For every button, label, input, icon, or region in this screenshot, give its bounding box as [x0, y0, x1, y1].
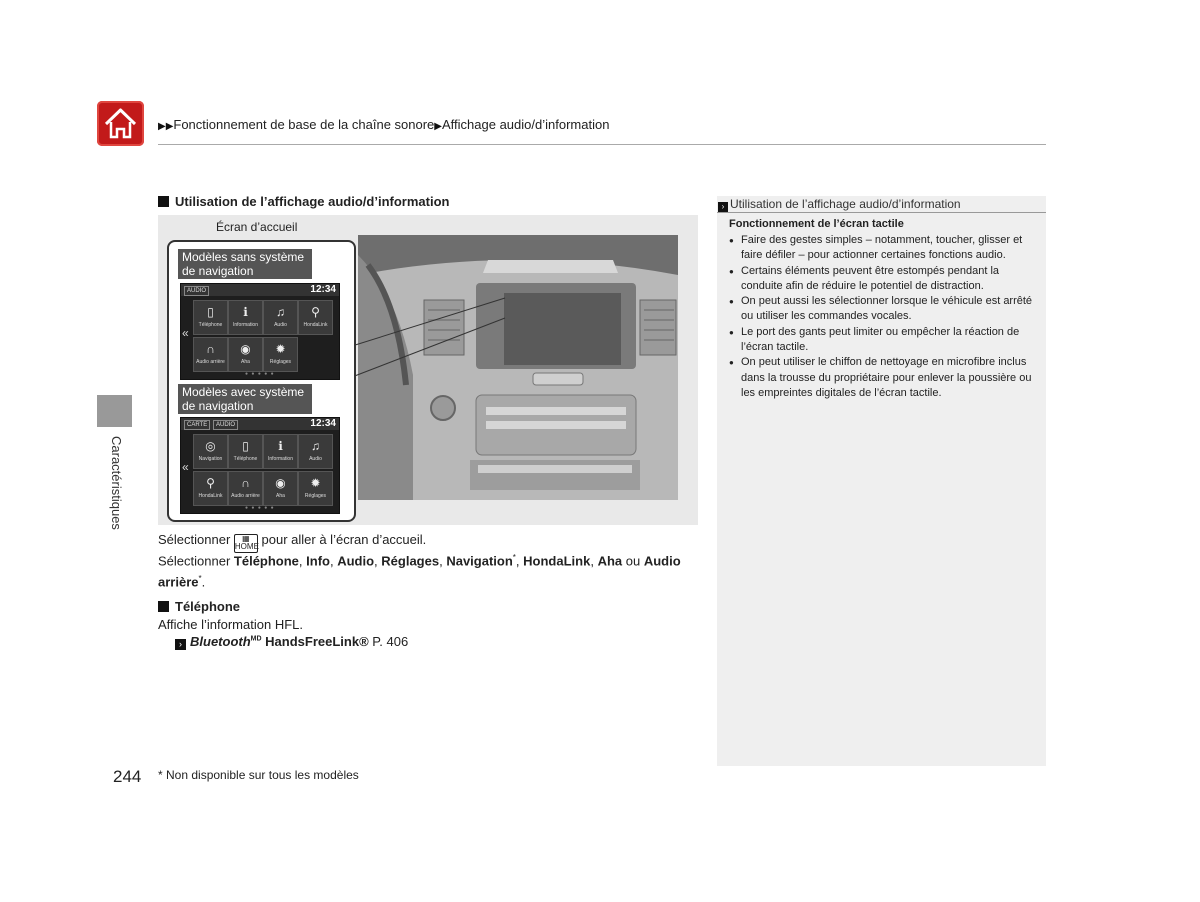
sidebar-bullet: ● On peut utiliser le chiffon de nettoyage en microfibre inclus dans la trousse du propriétaire pour enlever la poussière ou les empreintes digitales de l’écran tactile.	[729, 355, 1034, 401]
xref-page: P. 406	[372, 634, 409, 649]
tile-audio[interactable]	[298, 434, 333, 469]
sidebar-bullet: ● On peut aussi les sélectionner lorsque le véhicule est arrêté ou utiliser les commandes vocales.	[729, 294, 1034, 325]
reference-arrow-icon: ›	[175, 639, 186, 650]
breadcrumb-arrow-icon: ▶	[434, 121, 442, 132]
tile-rear-audio[interactable]	[193, 337, 228, 372]
page-number: 244	[113, 767, 142, 786]
tile-audio[interactable]	[263, 300, 298, 335]
screen-status-bar	[181, 284, 339, 296]
footnote: * Non disponible sur tous les modèles	[158, 768, 359, 782]
tile-label: Téléphone	[233, 456, 258, 462]
item-navigation: Navigation	[446, 553, 513, 569]
sidebar-subheading: Fonctionnement de l’écran tactile	[729, 218, 904, 230]
tile-label: Téléphone	[198, 322, 223, 328]
xref-sup: MD	[250, 635, 262, 643]
asterisk: *	[512, 553, 516, 562]
breadcrumb-item[interactable]: Fonctionnement de base de la chaîne sonore	[173, 117, 435, 132]
home-key-label: HOME	[234, 542, 259, 551]
info-icon: ℹ	[278, 439, 283, 453]
headphones-icon: ∩	[206, 342, 215, 356]
tile-label: Audio arrière	[231, 493, 260, 499]
music-note-icon: ♫	[311, 439, 320, 453]
clock: 12:34	[310, 418, 336, 429]
tile-rear-audio[interactable]	[228, 471, 263, 506]
sidebar-bullets	[729, 233, 1034, 401]
music-note-icon: ♫	[276, 305, 285, 319]
tile-navigation[interactable]	[193, 434, 228, 469]
instruction-text: Sélectionner	[158, 532, 231, 547]
tile-aha[interactable]	[228, 337, 263, 372]
item-info: Info	[306, 553, 330, 569]
audio-chip[interactable]: AUDIO	[184, 286, 209, 296]
sidebar-bullet: ● Le port des gants peut limiter ou empêcher la réaction de l’écran tactile.	[729, 325, 1034, 356]
gear-icon: ✹	[275, 342, 286, 356]
phone-icon: ▯	[207, 305, 214, 319]
tile-telephone[interactable]	[228, 434, 263, 469]
chapter-label-text: Caractéristiques	[109, 436, 124, 530]
subsection-heading-text: Téléphone	[175, 599, 241, 614]
tile-settings[interactable]	[263, 337, 298, 372]
tile-label: Audio	[309, 456, 322, 462]
xref-bold: HandsFreeLink®	[265, 634, 369, 649]
model-label-nav: Modèles avec système de navigation	[178, 384, 312, 414]
screen-status-bar	[181, 418, 339, 430]
connector-text: ou	[625, 553, 641, 569]
headphones-icon: ∩	[241, 476, 250, 490]
tile-settings[interactable]	[298, 471, 333, 506]
audio-chip[interactable]: AUDIO	[213, 420, 238, 430]
tile-label: Navigation	[198, 456, 223, 462]
home-screen-no-nav	[180, 283, 340, 380]
page-dots: ● ● ● ● ●	[245, 371, 275, 377]
gear-icon: ✹	[310, 476, 321, 490]
tile-hondalink[interactable]	[193, 471, 228, 506]
hondalink-icon: ⚲	[311, 305, 320, 319]
sidebar-bullet: ● Faire des gestes simples – notamment, toucher, glisser et faire défiler – pour actionner certaines fonctions audio.	[729, 233, 1034, 264]
aha-icon: ◉	[240, 342, 251, 356]
sidebar-bullet: ● Certains éléments peuvent être estompés pendant la conduite afin de réduire le potentiel de distraction.	[729, 264, 1034, 295]
subsection-heading	[158, 599, 240, 614]
map-chip[interactable]: CARTE	[184, 420, 210, 430]
instruction-text: pour aller à l’écran d’accueil.	[261, 532, 427, 547]
tile-label: HondaLink	[303, 322, 328, 328]
home-screen-nav	[180, 417, 340, 514]
breadcrumb-arrow-icon: ▶▶	[158, 121, 174, 132]
tile-label: Audio	[274, 322, 287, 328]
compass-icon: ◎	[205, 439, 216, 453]
aha-icon: ◉	[275, 476, 286, 490]
tile-information[interactable]	[228, 300, 263, 335]
info-icon: ℹ	[243, 305, 248, 319]
square-bullet-icon	[158, 601, 169, 612]
asterisk: *	[198, 574, 202, 584]
tile-telephone[interactable]	[193, 300, 228, 335]
item-reglages: Réglages	[381, 553, 440, 569]
tile-information[interactable]	[263, 434, 298, 469]
xref-italic: Bluetooth	[190, 634, 251, 649]
sidebar-heading	[717, 196, 1046, 213]
instruction-text: Sélectionner	[158, 553, 231, 569]
home-key-icon: ▦ HOME	[234, 534, 259, 551]
item-audio-arriere: Audio arrière	[158, 553, 681, 590]
tile-aha[interactable]	[263, 471, 298, 506]
item-hondalink: HondaLink	[523, 553, 591, 569]
tile-label: Réglages	[269, 359, 292, 365]
sidebar-heading-text: Utilisation de l’affichage audio/d’information	[730, 197, 961, 211]
figure-caption: Écran d’accueil	[216, 220, 298, 234]
tile-label: Aha	[276, 493, 285, 499]
chevron-left-icon[interactable]: «	[182, 460, 189, 474]
item-telephone: Téléphone	[233, 553, 299, 569]
section-heading-text: Utilisation de l’affichage audio/d’information	[175, 194, 450, 209]
page-dots: ● ● ● ● ●	[245, 505, 275, 511]
tile-label: Information	[267, 456, 293, 462]
chevron-left-icon[interactable]: «	[182, 326, 189, 340]
reference-arrow-icon: ›	[718, 202, 728, 212]
hondalink-icon: ⚲	[206, 476, 215, 490]
cross-reference[interactable]	[175, 634, 408, 650]
tile-label: Aha	[241, 359, 250, 365]
tile-label: Audio arrière	[196, 359, 225, 365]
model-label-no-nav: Modèles sans système de navigation	[178, 249, 312, 279]
phone-icon: ▯	[242, 439, 249, 453]
item-aha: Aha	[597, 553, 623, 569]
tile-label: HondaLink	[198, 493, 223, 499]
clock: 12:34	[310, 284, 336, 295]
breadcrumb-item[interactable]: Affichage audio/d’information	[442, 117, 610, 132]
tile-label: Réglages	[304, 493, 327, 499]
tile-hondalink[interactable]	[298, 300, 333, 335]
hfl-description: Affiche l’information HFL.	[158, 617, 303, 632]
tile-label: Information	[232, 322, 258, 328]
instruction-items: Sélectionner Téléphone, Info, Audio, Réglages, Navigation*, HondaLink, Aha ou Audio arrière*.	[158, 553, 681, 590]
item-audio: Audio	[337, 553, 375, 569]
